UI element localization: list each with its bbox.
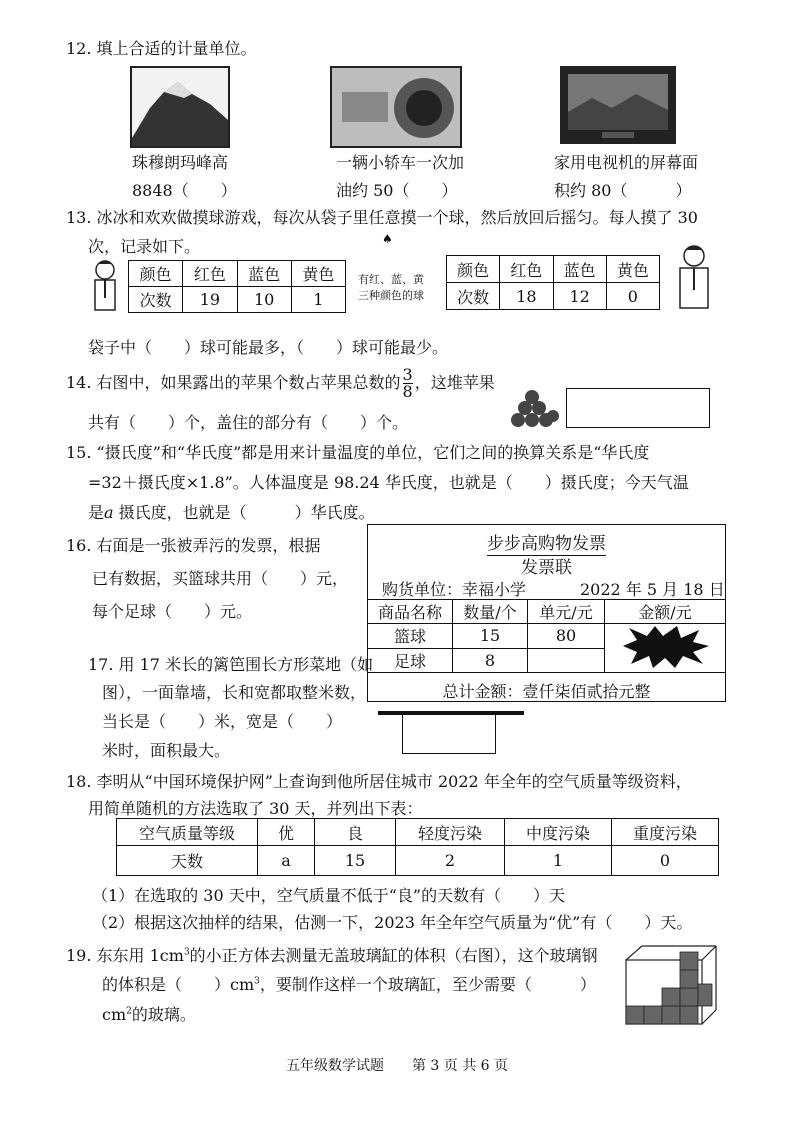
q15-prefix: 是: [88, 503, 105, 522]
car-fuel-cap-image: [330, 66, 462, 148]
superscript: 3: [183, 947, 190, 958]
table-cell: 19: [183, 287, 237, 313]
q14-line1: [66, 366, 495, 400]
q13-answer-line: 袋子中（ ）球可能最多，（ ）球可能最少。: [88, 338, 449, 357]
q14-text-a: 14. 右图中，如果露出的苹果个数占苹果总数的: [66, 373, 401, 392]
garden-rectangle: [402, 715, 496, 754]
table-cell: 数量/个: [453, 600, 528, 624]
q18-sub1: （1）在选取的 30 天中，空气质量不低于“良”的天数有（ ）天: [92, 886, 566, 905]
q18-line2: 用简单随机的方法选取了 30 天，并列出下表：: [88, 799, 423, 818]
q15-text: 摄氏度，也就是（ ）华氏度。: [113, 503, 375, 522]
table-cell: 2: [396, 846, 505, 876]
table-cell: 蓝色: [553, 256, 606, 283]
q17-line2: 图），一面靠墙，长和宽都取整米数，: [102, 683, 367, 702]
q17-line1: 17. 用 17 米长的篱笆围长方形菜地（如: [88, 655, 374, 674]
table-cell: 12: [553, 283, 606, 310]
table-cell: 足球: [368, 648, 453, 673]
q12-item1-line1: 珠穆朗玛峰高: [132, 153, 229, 172]
table-cell: 次数: [447, 283, 500, 310]
table-cell: 蓝色: [237, 261, 291, 287]
smudged-cell: [605, 624, 726, 673]
glass-tank-image: [622, 942, 718, 1028]
table-cell: 18: [500, 283, 553, 310]
table-cell: 8: [453, 648, 528, 673]
table-cell: 80: [528, 624, 605, 649]
table-cell: 空气质量等级: [117, 819, 258, 846]
table-cell: 颜色: [129, 261, 183, 287]
q15-line1: 15. “摄氏度”和“华氏度”都是用来计量温度的单位，它们之间的换算关系是“华氏度: [66, 443, 650, 462]
q18-sub2: （2）根据这次抽样的结果，估测一下，2023 年全年空气质量为“优”有（ ）天。: [92, 913, 693, 932]
q13-note: [358, 272, 424, 304]
table-cell: 金额/元: [605, 600, 726, 624]
q19-line2: [102, 972, 596, 995]
q18-table: [116, 818, 719, 876]
q19-line1: [66, 943, 598, 966]
table-cell: 0: [612, 846, 719, 876]
q16-line3: 每个足球（ ）元。: [92, 602, 253, 621]
table-cell: 黄色: [291, 261, 345, 287]
q15-line3: [88, 500, 375, 523]
invoice-subtitle: 发票联: [521, 558, 572, 578]
table-cell: 1: [291, 287, 345, 313]
superscript: 3: [254, 976, 260, 987]
mountain-image: [130, 66, 230, 148]
table-cell: 1: [505, 846, 612, 876]
q19-text-c: 的体积是（ ）cm: [102, 975, 255, 994]
q19-text-f: 的玻璃。: [131, 1005, 196, 1024]
q13-line2: 次，记录如下。: [88, 237, 201, 256]
invoice-date: 2022 年 5 月 18 日: [580, 580, 725, 599]
page-footer: 五年级数学试题 第 3 页 共 6 页: [285, 1058, 509, 1074]
q12-item3-line1: 家用电视机的屏幕面: [554, 153, 699, 172]
q13-right-table: [446, 255, 660, 310]
q12-title: 12. 填上合适的计量单位。: [66, 39, 257, 58]
table-cell: 商品名称: [368, 600, 453, 624]
q19-text-a: 19. 东东用 1cm: [66, 946, 184, 965]
table-cell: 15: [453, 624, 528, 649]
table-cell: 次数: [129, 287, 183, 313]
table-cell: a: [258, 846, 315, 876]
q12-item1-line2: 8848（ ）: [132, 181, 237, 200]
q16-line2: 已有数据，买篮球共用（ ）元，: [92, 569, 349, 588]
q13-note-line1: 有红、蓝、黄: [358, 273, 424, 286]
table-cell: 重度污染: [612, 819, 719, 846]
invoice-total: 总计金额：壹仟柒佰贰拾元整: [442, 682, 651, 701]
q17-line3: 当长是（ ）米，宽是（ ）: [102, 712, 343, 731]
superscript: 2: [126, 1006, 132, 1017]
q14-fraction: [403, 367, 413, 400]
boy-right-image: [672, 244, 716, 314]
table-cell: [528, 648, 605, 673]
apples-image: [508, 388, 564, 428]
q16-line1: 16. 右面是一张被弄污的发票，根据: [66, 536, 321, 555]
q12-item3-line2: 积约 80（ ）: [554, 181, 692, 200]
table-cell: 红色: [500, 256, 553, 283]
frac-denominator: 8: [402, 382, 413, 401]
bag-icon: ♠: [382, 232, 393, 246]
table-cell: 单元/元: [528, 600, 605, 624]
invoice: [367, 524, 726, 702]
q15-variable: a: [104, 503, 114, 522]
invoice-buyer: 购货单位：幸福小学: [382, 580, 527, 599]
q14-line2: 共有（ ）个，盖住的部分有（ ）个。: [88, 413, 409, 432]
q17-line4: 米时，面积最大。: [102, 741, 231, 760]
table-cell: 红色: [183, 261, 237, 287]
table-cell: 0: [606, 283, 659, 310]
q19-text-b: 的小正方体去测量无盖玻璃缸的体积（右图），这个玻璃钢: [189, 946, 598, 965]
q12-item2-line2: 油约 50（ ）: [336, 181, 458, 200]
q13-note-line2: 三种颜色的球: [358, 289, 424, 302]
table-cell: 篮球: [368, 624, 453, 649]
q12-item2-line1: 一辆小轿车一次加: [336, 153, 465, 172]
table-cell: 良: [315, 819, 396, 846]
frac-numerator: 3: [402, 365, 413, 384]
table-cell: 15: [315, 846, 396, 876]
tv-image: [560, 66, 676, 144]
table-cell: 10: [237, 287, 291, 313]
q18-line1: 18. 李明从“中国环境保护网”上查询到他所居住城市 2022 年全年的空气质量等级资料，: [66, 772, 692, 791]
invoice-table: [367, 599, 726, 673]
q19-text-e: cm: [102, 1005, 127, 1024]
cover-box: [566, 388, 710, 428]
q15-line2: =32＋摄氏度×1.8”。人体温度是 98.24 华氏度，也就是（ ）摄氏度；今天气温: [88, 473, 689, 492]
table-cell: 轻度污染: [396, 819, 505, 846]
invoice-title-text: 步步高购物发票: [487, 534, 606, 554]
table-cell: 黄色: [606, 256, 659, 283]
boy-left-image: [86, 258, 124, 316]
q19-text-d: ，要制作这样一个玻璃缸，至少需要（ ）: [259, 975, 596, 994]
invoice-title: [368, 529, 725, 554]
q13-left-table: [128, 260, 346, 313]
q14-text-b: ，这堆苹果: [414, 373, 495, 392]
table-cell: 中度污染: [505, 819, 612, 846]
table-cell: 颜色: [447, 256, 500, 283]
q19-line3: [102, 1002, 196, 1025]
table-cell: 优: [258, 819, 315, 846]
ink-stain-icon: [619, 624, 711, 668]
q13-line1: 13. 冰冰和欢欢做摸球游戏，每次从袋子里任意摸一个球，然后放回后摇匀。每人摸了 30: [66, 208, 698, 227]
table-cell: 天数: [117, 846, 258, 876]
